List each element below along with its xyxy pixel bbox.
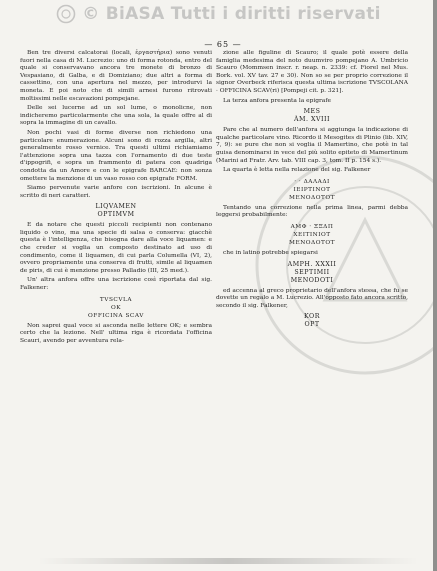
paragraph: E da notare che questi piccoli recipienti non contenano liquido o vino, ma una specie di salsa o conserva: giacchè questa è l'intelligenza, che bisogna dare alla voce liquamen: e che creder si voglia un composto destinato ad uso di condimento, come il liquamen, di cui parla Columella (VI, 2), ovvero propriamente una conserva di frutti, simile al liquamen de piris, di cui è menzione presso Palladio (III, 25 med.). xyxy=(20,222,212,274)
inscription-line: MENODOTI xyxy=(290,276,334,284)
paragraph: che in latino potrebbe spiegarsi xyxy=(223,249,318,256)
inscription-line: ΜΕΝΟΔΟΤΟΤ xyxy=(289,239,335,246)
inscription-line: OPT xyxy=(304,321,320,329)
paragraph: Non pochi vasi di forme diverse non richiedono una particolare enumerazione. Alcuni sono di rozza argilla, altri generalmente rosso vernice. Tra questi ultimi richiamiamo l'attenzione sopra una tazza con l'ornamento di due teste d'ippogrifi, e sopra un frammento di patera con quadriga condotta da un Amore e con le epigrafe BARCAE: non sonza omettere la menzione di un vaso rosso con epigrafe FORM. xyxy=(20,129,212,182)
page-edge-shadow xyxy=(433,0,437,571)
inscription-line: LIQVAMEN xyxy=(95,203,137,211)
inscription-mes xyxy=(216,108,408,124)
inscription-liquamen xyxy=(20,203,212,219)
inscription-line: AMPH. XXXII xyxy=(287,260,337,268)
paragraph: zione alle figuline di Scauro; il quale potè essere della famiglia medesima del noto duumviro pompejano A. Umbricio Scauro (Mommsen inscr. r. neap. n. 2339: cf. Fiorel nel Mus. Bork. vol. XV tav. 27 e 30). Non so se per proprio correzione il signor Overbeck riferisca questa ultima iscrizione TVSCOLANA · OFFICINA SCAV(ri) [Pompeji cit. p. 321]. xyxy=(216,50,408,94)
left-column xyxy=(20,50,212,347)
paragraph: Pare che al numero dell'anfora si aggiunga la indicazione di qualche particolare vino. Ricordo il Mesogites di Plinio (lib. XIV, 7, 9): se pure che non si voglia il Mamertino, che potè in tal guisa denominarsi in vece del più solito epiteto di Mamertinum (Marini ad Fratr. Arv. tab. VIII cap. 3, tom. II p. 154 s.). xyxy=(216,127,408,164)
paragraph: ed accenna al greco proprietario dell'anfora stessa, che fu se dovette un regalo a M. Lucrezio. All'opposto fato ancora scritto, secondo il sig. Falkener, xyxy=(216,287,408,309)
inscription-line: SEPTIMII xyxy=(294,268,330,276)
inscription-line: ΙΕΙΡΤΙΝΟΤ xyxy=(293,186,331,193)
paragraph: La terza anfora presenta la epigrafe xyxy=(223,97,331,104)
inscription-greek-original xyxy=(216,178,408,202)
inscription-line: KOR xyxy=(304,313,320,321)
inscription-line: TVSCVLA xyxy=(99,296,133,303)
watermark-text: © BiASA Tutti i diritti riservati xyxy=(82,4,381,24)
inscription-line: ÀM. XVIII xyxy=(294,116,330,124)
watermark-banner xyxy=(0,2,437,26)
biasa-logo-icon xyxy=(56,4,76,24)
inscription-line: OPTIMVM xyxy=(97,211,135,219)
inscription-line: · · ΔΑΛΑΔΙ xyxy=(294,178,330,185)
inscription-line: OK xyxy=(110,304,122,311)
inscription-greek-corrected xyxy=(216,223,408,247)
inscription-line: MES xyxy=(303,108,321,116)
inscription-tuscula xyxy=(20,296,212,320)
paragraph: Delle sei lucerne ad un sol lume, o monolicne, non indicheremo particolarmente che una sola, la quale offre al di sopra la immagine di un cavallo. xyxy=(20,105,212,127)
paragraph: Tentando una correzione nella prima linea, parmi debba leggersi probabilmente: xyxy=(216,204,408,219)
inscription-line: OFFICINA SCAV xyxy=(88,312,144,319)
inscription-kor-opt xyxy=(216,313,408,329)
inscription-line: ΜΕΝΟΔΟΤΟΤ xyxy=(289,194,335,201)
page-number: — 65 — xyxy=(204,40,242,49)
paragraph: Non saprei qual voce si asconda nelle lettere OK; e sembra certo che la lezione. Nell' ultima riga è ricordata l'officina Scauri, avendo per avventura rela- xyxy=(20,322,212,344)
paragraph: Siamo pervenute varie anfore con iscrizioni. In alcune è scritto di neri caratteri. xyxy=(20,185,212,199)
inscription-line: ΧΕΙΤΙΝΙΟΤ xyxy=(293,231,331,238)
inscription-latin xyxy=(216,261,408,285)
bottom-smudge xyxy=(38,558,418,564)
right-column xyxy=(216,50,408,332)
paragraph: La quarta è letta nella relazione del sig. Falkener xyxy=(223,167,371,174)
inscription-line: ΑΜΦ · ΞΞΔΠ xyxy=(290,223,334,230)
paragraph: Ben tre diversi calcatorai (locali, ἐργαστήρια) sono venuti fuori nella casa di M. Lucrezio: uno di forma rotonda, entro del quale si conservavano ancora tre monete di bronzo di Vespasiano, di Galba, e di Domiziano; due altri a forma di cassettino, con una apertura nel mezzo, per introdurvi la moneta. E poi noto che di simili arnesi furono ritrovati moltissimi nelle escavazioni pompejane. xyxy=(20,50,212,102)
paragraph: Un' altra anfora offre una iscrizione così riportata dal sig. Falkener: xyxy=(20,277,212,292)
